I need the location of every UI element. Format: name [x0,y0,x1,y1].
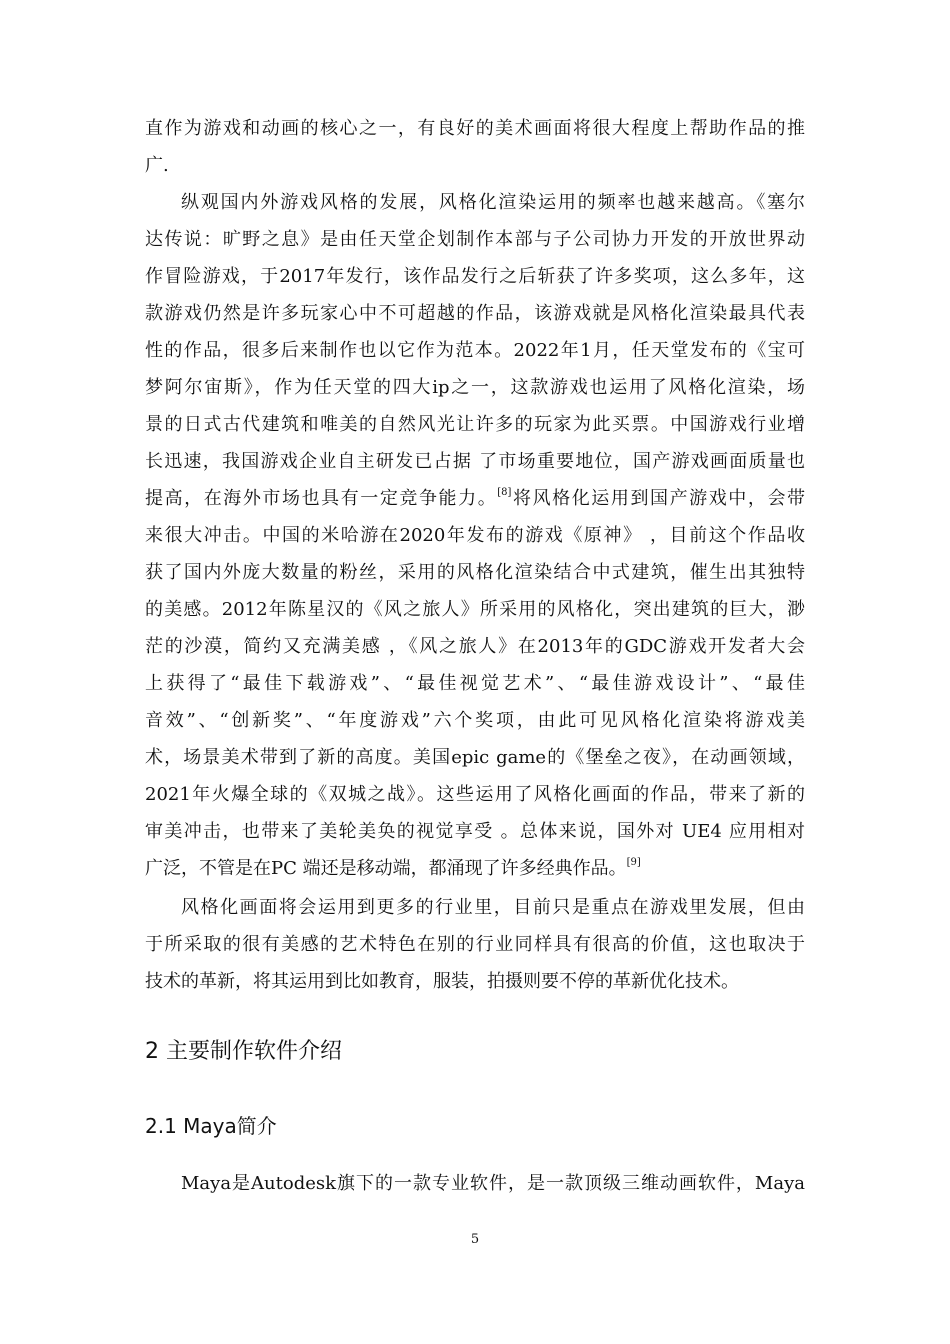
section-heading: 2 主要制作软件介绍 [145,1039,342,1064]
text-line: 款游戏仍然是许多玩家心中不可超越的作品，该游戏就是风格化渲染最具代表 [145,303,805,324]
citation-9: [9] [626,857,641,868]
text-line [145,858,805,880]
text-line: 审美冲击，也带来了美轮美奂的视觉享受 。总体来说，国外对 UE4 应用相对 [145,821,805,842]
text-line: 来很大冲击。中国的米哈游在2020年发布的游戏《原神》 ，目前这个作品收 [145,525,805,546]
text-line: 作冒险游戏，于2017年发行，该作品发行之后斩获了许多奖项，这么多年，这 [145,266,805,287]
text-line: 2021年火爆全球的《双城之战》。这些运用了风格化画面的作品，带来了新的 [145,784,805,805]
text-line: 上获得了“最佳下载游戏”、“最佳视觉艺术”、“最佳游戏设计”、“最佳 [145,673,805,694]
text-line: 长迅速，我国游戏企业自主研发已占据 了市场重要地位，国产游戏画面质量也 [145,451,805,472]
subsection-heading: 2.1 Maya简介 [145,1114,277,1138]
page-number: 5 [470,1232,480,1247]
text-span: 提高，在海外市场也具有一定竞争能力。 [145,488,498,509]
text-line: 直作为游戏和动画的核心之一，有良好的美术画面将很大程度上帮助作品的推 [145,118,805,139]
text-line: 术，场景美术带到了新的高度。美国epic game的《堡垒之夜》，在动画领域， [145,747,805,768]
text-line: 于所采取的很有美感的艺术特色在别的行业同样具有很高的价值，这也取决于 [145,934,805,955]
text-span: 广泛，不管是在PC 端还是移动端，都涌现了许多经典作品。 [145,858,627,879]
text-line: 达传说：旷野之息》是由任天堂企划制作本部与子公司协力开发的开放世界动 [145,229,805,250]
text-line: 广. [145,155,169,176]
text-line: Maya是Autodesk旗下的一款专业软件，是一款顶级三维动画软件，Maya [181,1173,805,1194]
text-line: 风格化画面将会运用到更多的行业里，目前只是重点在游戏里发展，但由 [181,897,805,918]
text-line: 纵观国内外游戏风格的发展，风格化渲染运用的频率也越来越高。《塞尔 [181,192,805,213]
text-line: 音效”、“创新奖”、“年度游戏”六个奖项，由此可见风格化渲染将游戏美 [145,710,805,731]
text-line: 获了国内外庞大数量的粉丝，采用的风格化渲染结合中式建筑，催生出其独特 [145,562,805,583]
text-line: 茫的沙漠，简约又充满美感 ，《风之旅人》在2013年的GDC游戏开发者大会 [145,636,805,657]
text-line: 景的日式古代建筑和唯美的自然风光让许多的玩家为此买票。中国游戏行业增 [145,414,805,435]
text-line: 性的作品，很多后来制作也以它作为范本。2022年1月，任天堂发布的《宝可 [145,340,805,361]
text-line [145,488,805,510]
citation-8: [8] [497,487,512,498]
text-span: 将风格化运用到国产游戏中，会带 [511,488,806,509]
text-line: 的美感。2012年陈星汉的《风之旅人》所采用的风格化，突出建筑的巨大，渺 [145,599,805,620]
text-line: 梦阿尔宙斯》，作为任天堂的四大ip之一，这款游戏也运用了风格化渲染，场 [145,377,805,398]
text-line: 技术的革新，将其运用到比如教育，服装，拍摄则要不停的革新优化技术。 [145,971,739,992]
